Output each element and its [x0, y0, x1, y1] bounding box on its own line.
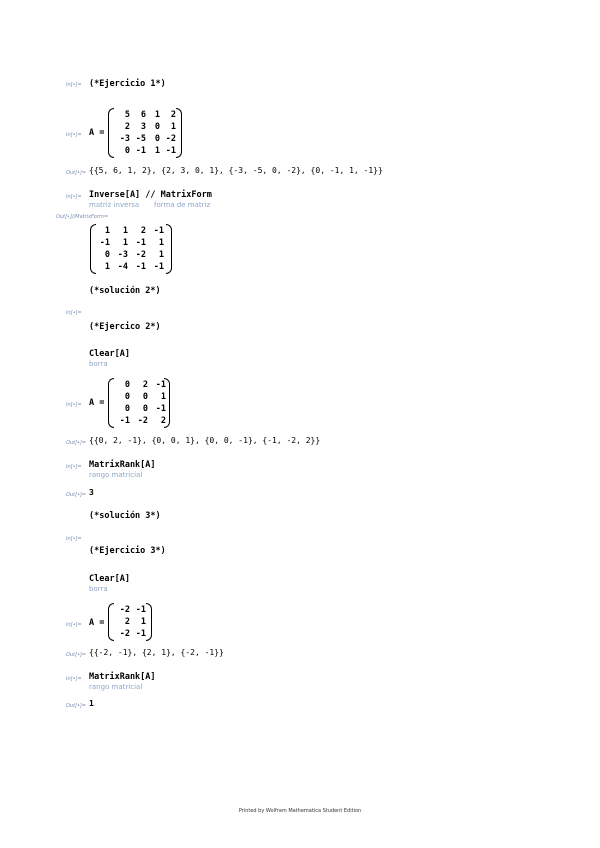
matrix-cell: -1	[135, 629, 146, 639]
matrix-cell: -1	[135, 238, 146, 248]
assign-a[interactable]: A =	[89, 618, 105, 628]
matrix-cell: -1	[119, 416, 130, 426]
matrix-cell: 1	[170, 122, 176, 132]
matrix-cell: 0	[104, 250, 110, 260]
output-label: Out[•]=	[66, 170, 87, 176]
matrix-cell: -2	[165, 134, 176, 144]
output-list-2: {{0, 2, -1}, {0, 0, 1}, {0, 0, -1}, {-1, -2, 2}}	[89, 436, 321, 445]
matrix-left-paren	[108, 108, 114, 158]
input-label: In[•]=	[66, 194, 82, 200]
assign-a[interactable]: A =	[89, 128, 105, 138]
matrix-grid	[116, 109, 176, 157]
matrix-cell: -1	[135, 605, 146, 615]
matrix-grid	[116, 604, 146, 640]
matrix-right-paren	[146, 603, 152, 641]
matrix-cell: 1	[158, 238, 164, 248]
matrix-cell: 0	[124, 146, 130, 156]
comment-ejercicio-2[interactable]: (*Ejercico 2*)	[89, 322, 161, 332]
matrix-right-paren	[176, 108, 182, 158]
matrix-cell: 1	[104, 262, 110, 272]
footer-printed-by: Printed by Wolfram Mathematica Student Edition	[238, 808, 362, 814]
matrixrank-command[interactable]: MatrixRank[A]	[89, 460, 156, 470]
matrixrank-command[interactable]: MatrixRank[A]	[89, 672, 156, 682]
input-label: In[•]=	[66, 464, 82, 470]
hint-rango-matricial: rango matricial	[89, 683, 143, 691]
comment-ejercicio-3[interactable]: (*Ejercicio 3*)	[89, 546, 166, 556]
matrix-cell: 6	[140, 110, 146, 120]
matrix-cell: 1	[154, 110, 160, 120]
matrix-cell: 2	[142, 380, 148, 390]
matrix-cell: 2	[170, 110, 176, 120]
matrix-cell: -1	[99, 238, 110, 248]
input-label: In[•]=	[66, 310, 82, 316]
matrix-cell: 1	[140, 617, 146, 627]
matrix-cell: 3	[140, 122, 146, 132]
input-label: In[•]=	[66, 132, 82, 138]
inverse-command[interactable]: Inverse[A] // MatrixForm	[89, 190, 212, 200]
matrix-a-3[interactable]	[108, 603, 152, 641]
matrix-cell: 0	[124, 404, 130, 414]
output-label: Out[•]=	[66, 440, 87, 446]
matrix-cell: 1	[158, 250, 164, 260]
matrix-cell: 1	[154, 146, 160, 156]
input-label: In[•]=	[66, 536, 82, 542]
matrix-left-paren	[90, 224, 96, 274]
output-label: Out[•]=	[66, 652, 87, 658]
hint-borra: borra	[89, 360, 108, 368]
matrix-cell: -5	[135, 134, 146, 144]
matrix-a-2[interactable]	[108, 378, 170, 428]
matrix-cell: -1	[135, 146, 146, 156]
matrix-left-paren	[108, 378, 114, 428]
output-list-1: {{5, 6, 1, 2}, {2, 3, 0, 1}, {-3, -5, 0, -2}, {0, -1, 1, -1}}	[89, 166, 383, 175]
matrix-cell: 2	[160, 416, 166, 426]
matrix-cell: 1	[122, 226, 128, 236]
matrix-cell: 1	[122, 238, 128, 248]
hint-borra: borra	[89, 585, 108, 593]
matrix-grid	[116, 379, 166, 427]
matrix-right-paren	[166, 224, 172, 274]
matrix-cell: 0	[154, 134, 160, 144]
comment-ejercicio-1[interactable]: (*Ejercicio 1*)	[89, 79, 166, 89]
input-label: In[•]=	[66, 622, 82, 628]
matrix-cell: -2	[119, 629, 130, 639]
input-label: In[•]=	[66, 82, 82, 88]
matrix-cell: -1	[153, 226, 164, 236]
matrix-cell: -1	[165, 146, 176, 156]
output-label: Out[•]=	[66, 703, 87, 709]
hint-forma-de-matriz: forma de matriz	[154, 201, 211, 209]
matrix-a-1[interactable]	[108, 108, 182, 158]
matrix-cell: -3	[119, 134, 130, 144]
comment-solucion-3[interactable]: (*solución 3*)	[89, 511, 161, 521]
matrix-cell: -1	[155, 380, 166, 390]
matrix-cell: -1	[155, 404, 166, 414]
matrix-cell: -4	[117, 262, 128, 272]
clear-command[interactable]: Clear[A]	[89, 574, 130, 584]
matrix-cell: 0	[142, 392, 148, 402]
matrix-cell: 0	[154, 122, 160, 132]
clear-command[interactable]: Clear[A]	[89, 349, 130, 359]
matrix-cell: -2	[137, 416, 148, 426]
input-label: In[•]=	[66, 676, 82, 682]
output-list-3: {{-2, -1}, {2, 1}, {-2, -1}}	[89, 648, 224, 657]
matrix-cell: 0	[124, 392, 130, 402]
matrix-cell: 1	[160, 392, 166, 402]
matrix-cell: 5	[124, 110, 130, 120]
matrix-cell: 1	[104, 226, 110, 236]
matrix-cell: 2	[124, 122, 130, 132]
hint-matriz-inversa: matriz inversa	[89, 201, 140, 209]
output-rank-1: 1	[89, 699, 94, 708]
matrix-cell: 0	[142, 404, 148, 414]
matrix-cell: -2	[119, 605, 130, 615]
matrix-grid	[98, 225, 164, 273]
matrix-cell: -1	[135, 262, 146, 272]
matrix-cell: -3	[117, 250, 128, 260]
output-label: Out[•]=	[66, 492, 87, 498]
matrix-cell: 0	[124, 380, 130, 390]
matrix-cell: -2	[135, 250, 146, 260]
output-rank-3: 3	[89, 488, 94, 497]
matrix-left-paren	[108, 603, 114, 641]
output-matrixform-label: Out[•]//MatrixForm=	[56, 214, 109, 220]
inverse-matrix-output	[90, 224, 172, 274]
comment-solucion-2[interactable]: (*solución 2*)	[89, 286, 161, 296]
hint-rango-matricial: rango matricial	[89, 471, 143, 479]
assign-a[interactable]: A =	[89, 398, 105, 408]
matrix-cell: -1	[153, 262, 164, 272]
input-label: In[•]=	[66, 402, 82, 408]
matrix-cell: 2	[124, 617, 130, 627]
matrix-cell: 2	[140, 226, 146, 236]
